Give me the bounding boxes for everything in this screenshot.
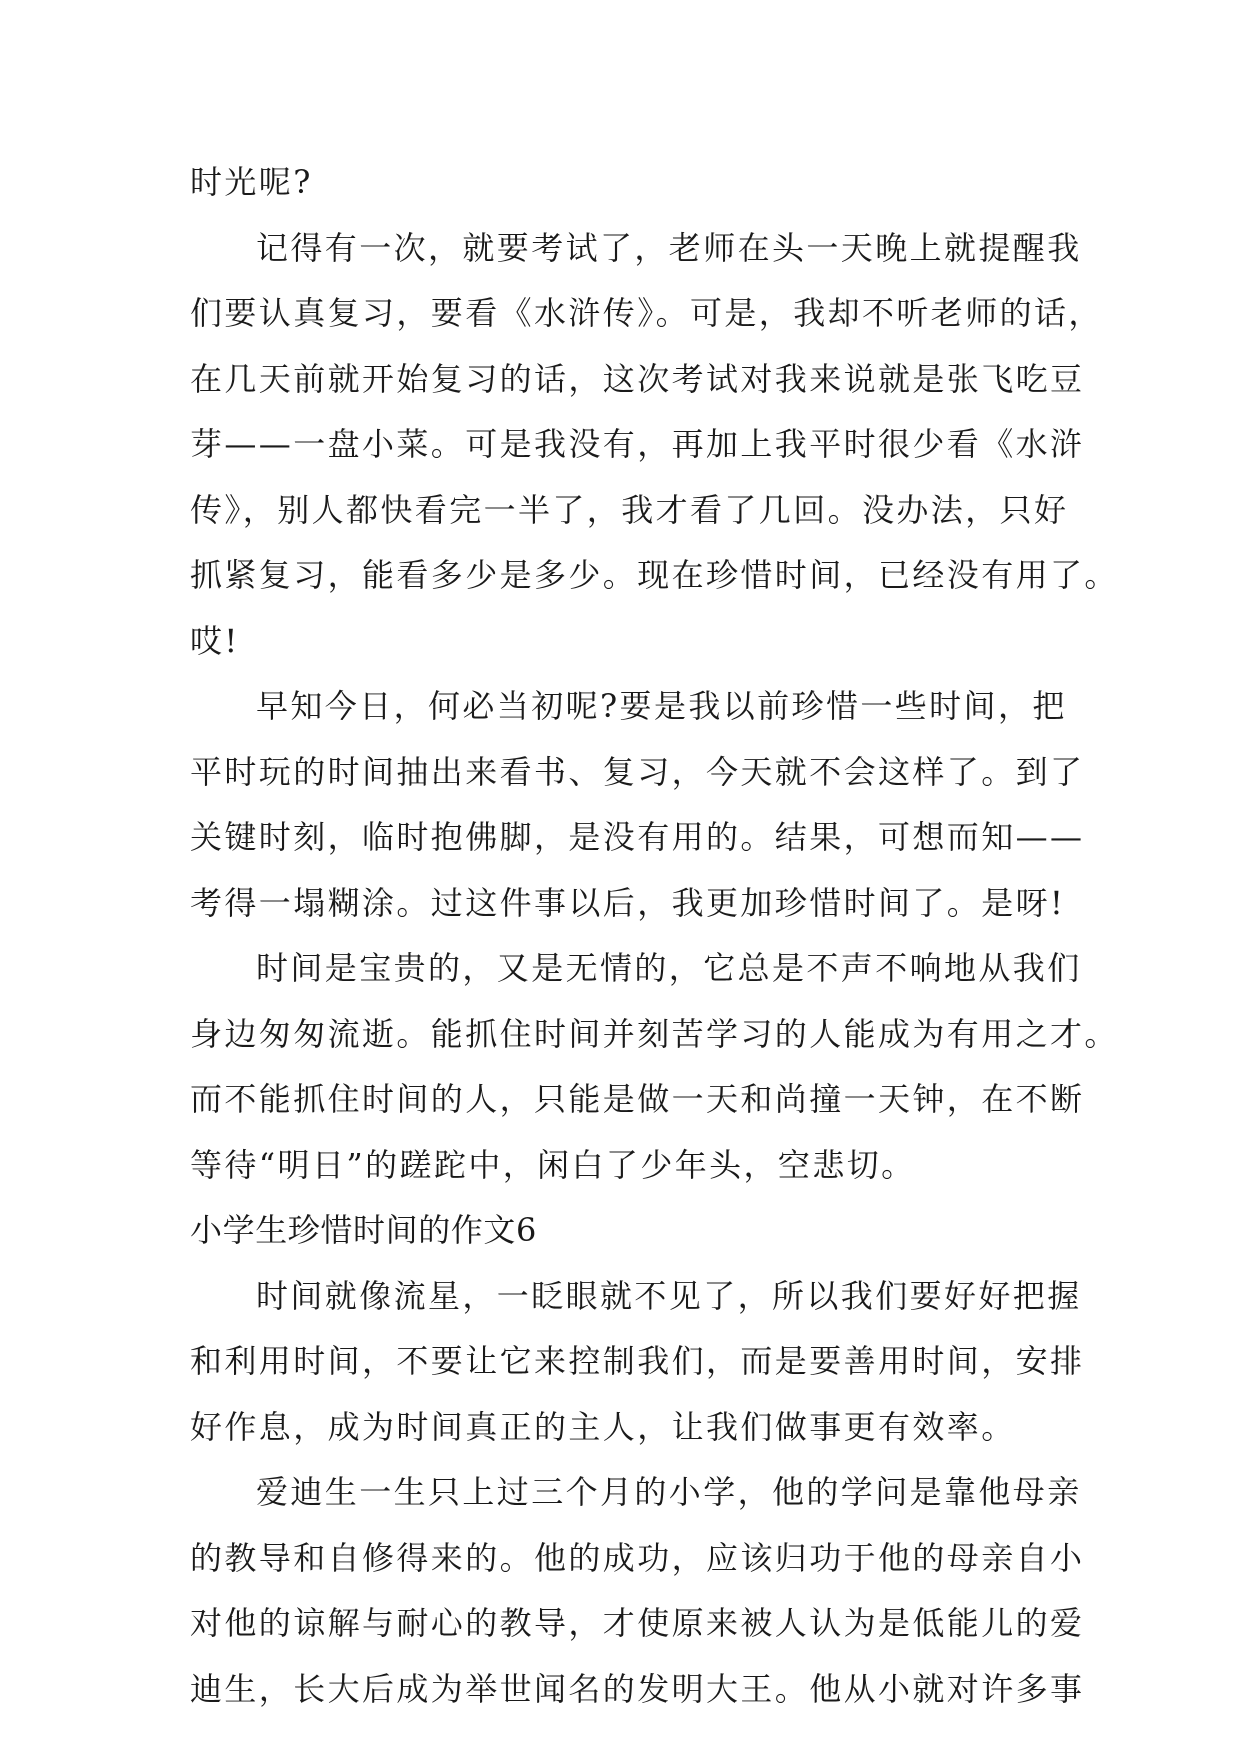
text-line: 好作息，成为时间真正的主人，让我们做事更有效率。 bbox=[190, 1407, 1016, 1446]
paragraph-start-line: 时间是宝贵的，又是无情的，它总是不声不响地从我们 bbox=[256, 949, 1082, 987]
paragraph-start-line: 记得有一次，就要考试了，老师在头一天晚上就提醒我 bbox=[256, 228, 1082, 267]
text-line: 对他的谅解与耐心的教导，才使原来被人认为是低能儿的爱 bbox=[190, 1604, 1085, 1642]
text-line: 迪生，长大后成为举世闻名的发明大王。他从小就对许多事 bbox=[190, 1669, 1085, 1708]
text-line: 平时玩的时间抽出来看书、复习，今天就不会这样了。到了 bbox=[190, 752, 1085, 791]
text-line: 哎! bbox=[190, 621, 240, 660]
paragraph-start-line: 时间就像流星，一眨眼就不见了，所以我们要好好把握 bbox=[256, 1276, 1082, 1315]
text-line: 等待“明日”的蹉跎中，闲白了少年头，空悲切。 bbox=[190, 1145, 916, 1184]
text-line: 的教导和自修得来的。他的成功，应该归功于他的母亲自小 bbox=[190, 1538, 1085, 1577]
document-page bbox=[190, 150, 1119, 1722]
text-line: 芽——一盘小菜。可是我没有，再加上我平时很少看《水浒 bbox=[190, 425, 1085, 463]
text-line: 在几天前就开始复习的话，这次考试对我来说就是张飞吃豆 bbox=[190, 359, 1085, 398]
section-heading: 小学生珍惜时间的作文6 bbox=[190, 1211, 537, 1249]
paragraph-start-line: 爱迪生一生只上过三个月的小学，他的学问是靠他母亲 bbox=[256, 1473, 1082, 1511]
text-line: 身边匆匆流逝。能抓住时间并刻苦学习的人能成为有用之才。 bbox=[190, 1014, 1119, 1053]
text-line: 们要认真复习，要看《水浒传》。可是，我却不听老师的话， bbox=[190, 294, 1103, 332]
text-line: 抓紧复习，能看多少是多少。现在珍惜时间，已经没有用了。 bbox=[190, 556, 1119, 594]
paragraph-start-line: 早知今日，何必当初呢?要是我以前珍惜一些时间，把 bbox=[256, 687, 1067, 725]
text-line: 考得一塌糊涂。过这件事以后，我更加珍惜时间了。是呀! bbox=[190, 883, 1066, 922]
text-line: 关键时刻，临时抱佛脚，是没有用的。结果，可想而知—— bbox=[190, 818, 1085, 856]
text-line: 时光呢? bbox=[190, 163, 313, 201]
text-line: 传》，别人都快看完一半了，我才看了几回。没办法，只好 bbox=[190, 490, 1069, 529]
text-line: 和利用时间，不要让它来控制我们，而是要善用时间，安排 bbox=[190, 1342, 1085, 1380]
text-line: 而不能抓住时间的人，只能是做一天和尚撞一天钟，在不断 bbox=[190, 1080, 1085, 1118]
